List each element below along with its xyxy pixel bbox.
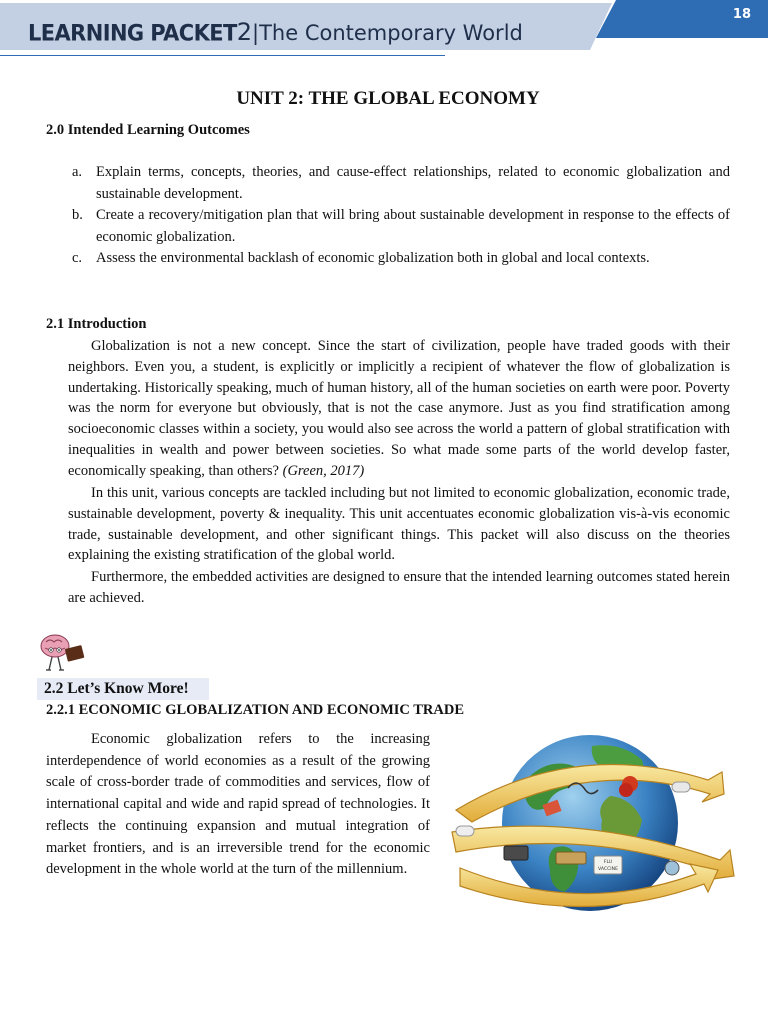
learning-outcomes-list — [68, 162, 730, 270]
introduction-paragraph-2: In this unit, various concepts are tackled including but not limited to economic globalization, economic trade, sustainable development, poverty & inequality. This unit accentuates economic globalization vis-à-vis economic trade, sustainable development, and other significant things. This packet will also discuss on the theories explaining the existing stratification of the global world. — [68, 485, 730, 564]
unit-title: UNIT 2: THE GLOBAL ECONOMY — [236, 88, 540, 109]
introduction-paragraph-3: Furthermore, the embedded activities are designed to ensure that the intended learning outcomes stated herein are achieved. — [68, 569, 730, 606]
outcome-text: Create a recovery/mitigation plan that will bring about sustainable development in response to the effects of economic globalization. — [96, 207, 730, 245]
brain-mascot-icon — [38, 632, 88, 676]
packet-number: 2 — [236, 18, 253, 46]
citation: (Green, 2017) — [282, 462, 365, 479]
globe-trade-arrows-illustration — [444, 728, 736, 918]
introduction-paragraph-1 — [68, 336, 730, 482]
packet-subject: The Contemporary World — [259, 21, 523, 45]
outcome-item — [68, 205, 730, 248]
outcome-text: Assess the environmental backlash of economic globalization both in global and local contexts. — [96, 250, 650, 266]
introduction-heading: 2.1 Introduction — [46, 316, 147, 332]
page-number: 18 — [732, 7, 751, 22]
packet-title — [28, 18, 523, 46]
packet-label: LEARNING PACKET — [28, 20, 237, 46]
packet-separator: | — [252, 21, 260, 45]
outcome-marker: c. — [72, 250, 83, 266]
outcome-text: Explain terms, concepts, theories, and cause-effect relationships, related to economic globalization and sustainable development. — [96, 164, 730, 202]
lets-know-more-heading: 2.2 Let’s Know More! — [37, 678, 209, 700]
introduction-text-1: Globalization is not a new concept. Since the start of civilization, people have traded goods with their neighbors. Even you, a student, is explicitly or implicitly a recipient of whatever the flow of globalization is undertaking. Historically speaking, much of human history, all of the human societies on earth were poor. Poverty was the norm for everyone but obviously, that is not the case anymore. Just as you find stratification among socioeconomic classes within a society, you would also see across the world a pattern of global stratification with inequalities in wealth and power between societies. So what made some parts of the world develop faster, economically speaking, than others? — [68, 338, 730, 479]
learning-outcomes-heading: 2.0 Intended Learning Outcomes — [46, 122, 250, 138]
svg-text:FLU: FLU — [603, 860, 613, 865]
outcome-marker: a. — [72, 164, 83, 180]
outcome-item — [68, 162, 730, 205]
svg-text:VACCINE: VACCINE — [597, 867, 619, 872]
outcome-item — [68, 248, 730, 270]
economic-globalization-paragraph: Economic globalization refers to the increasing interdependence of world economies as a result of the growing scale of cross-border trade of commodities and services, flow of international capital and wide and rapid spread of technologies. It reflects the continuing expansion and mutual integration of market frontiers, and is an irreversible trend for the economic development in the whole world at the turn of the millennium. — [46, 731, 430, 878]
outcome-marker: b. — [72, 207, 83, 223]
section-2-2-1-heading: 2.2.1 ECONOMIC GLOBALIZATION AND ECONOMIC TRADE — [46, 702, 464, 718]
